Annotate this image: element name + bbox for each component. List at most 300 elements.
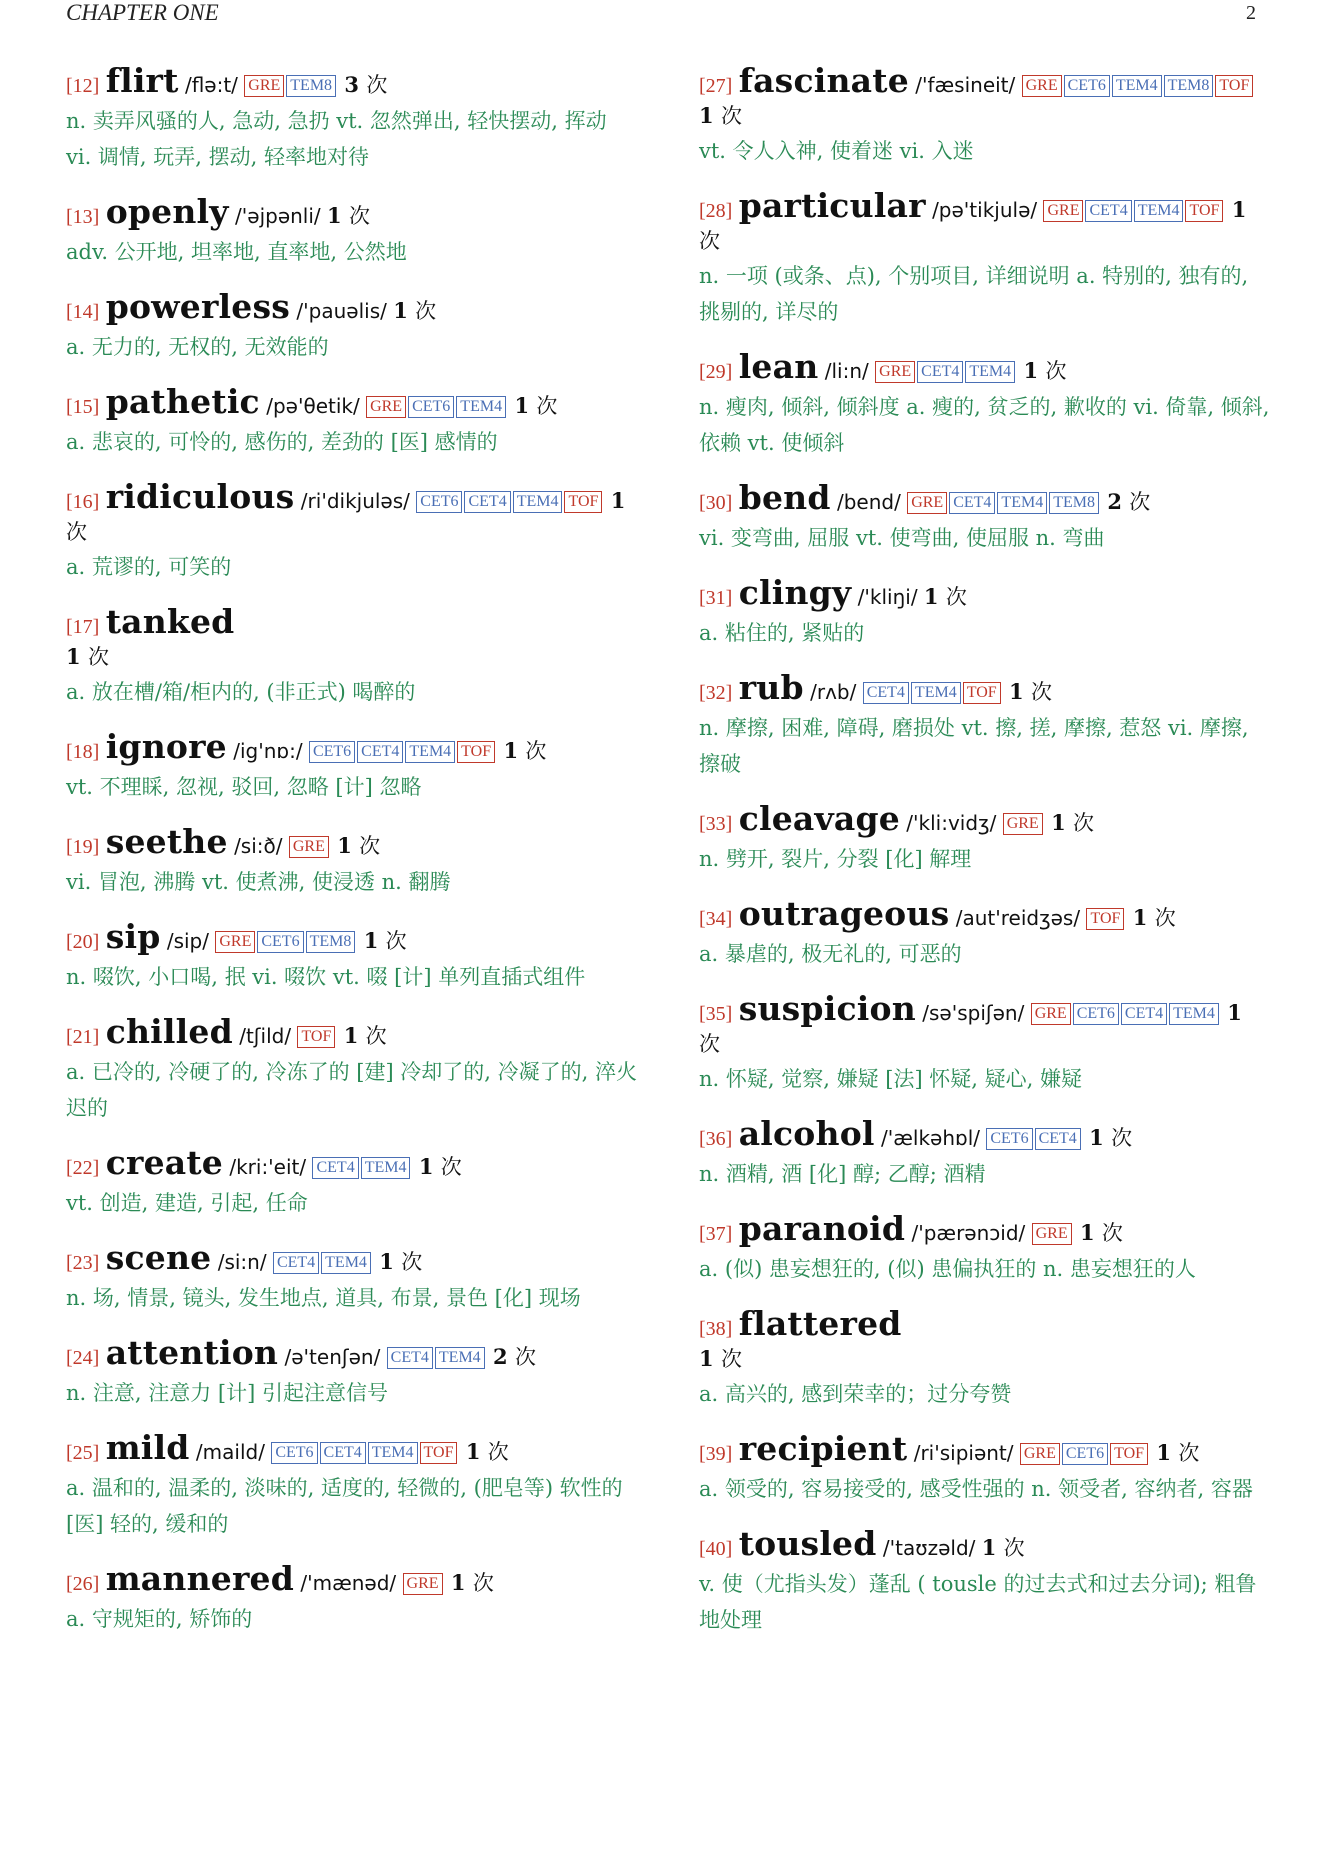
vocab-entry — [699, 1524, 1270, 1638]
count-number: 1 — [66, 644, 81, 669]
occurrence-count — [1051, 810, 1094, 835]
entry-index: [12] — [66, 75, 100, 97]
entry-pronunciation: /'taʊzəld/ — [882, 1536, 976, 1560]
count-unit: 次 — [720, 104, 742, 128]
entry-definition: a. 粘住的, 紧贴的 — [699, 621, 865, 645]
entry-definition: adv. 公开地, 坦率地, 直率地, 公然地 — [66, 240, 407, 264]
entry-index: [40] — [699, 1538, 733, 1560]
count-unit: 次 — [366, 73, 388, 97]
vocab-entry — [699, 668, 1270, 782]
exam-tag-badge: TEM4 — [911, 682, 961, 704]
entry-heading — [66, 287, 637, 327]
entry-pronunciation: /bend/ — [836, 490, 901, 514]
entry-index: [32] — [699, 682, 733, 704]
vocab-entry — [699, 347, 1270, 461]
occurrence-count — [327, 203, 370, 228]
entry-pronunciation: /'pærənɔid/ — [911, 1221, 1026, 1245]
occurrence-count — [1089, 1125, 1132, 1150]
exam-tag-badge: CET4 — [387, 1347, 433, 1369]
exam-tag-badge: CET6 — [271, 1442, 317, 1464]
vocab-entry — [699, 989, 1270, 1097]
count-unit: 次 — [1003, 1536, 1025, 1560]
exam-tag-badge: TEM4 — [1134, 200, 1184, 222]
vocab-entry — [699, 478, 1270, 556]
occurrence-count — [379, 1249, 422, 1274]
count-number: 1 — [379, 1249, 394, 1274]
count-unit: 次 — [514, 1345, 536, 1369]
entry-word: suspicion — [738, 989, 916, 1028]
entry-heading — [66, 382, 637, 422]
entry-pronunciation: /flə:t/ — [184, 73, 238, 97]
entry-word: scene — [105, 1238, 212, 1277]
entry-heading — [66, 1238, 637, 1278]
entry-index: [29] — [699, 361, 733, 383]
exam-tag-badge: CET4 — [320, 1442, 366, 1464]
entry-heading — [699, 573, 1270, 613]
entry-heading — [699, 1114, 1270, 1154]
exam-tag-badge: CET4 — [949, 492, 995, 514]
occurrence-count — [466, 1439, 509, 1464]
entry-word: tanked — [105, 602, 235, 641]
entry-definition: a. 已冷的, 冷硬了的, 冷冻了的 [建] 冷却了的, 冷凝了的, 淬火迟的 — [66, 1060, 638, 1120]
entry-heading — [699, 1429, 1270, 1469]
vocab-entry — [66, 602, 637, 710]
entry-index: [27] — [699, 75, 733, 97]
entry-word: rub — [738, 668, 804, 707]
entry-heading — [66, 477, 637, 547]
count-unit: 次 — [525, 739, 547, 763]
entry-index: [35] — [699, 1003, 733, 1025]
vocab-entry — [66, 477, 637, 585]
entry-definition: v. 使（尤指头发）蓬乱 ( tousle 的过去式和过去分词); 粗鲁地处理 — [699, 1572, 1257, 1632]
count-number: 1 — [1051, 810, 1066, 835]
count-number: 3 — [344, 72, 360, 97]
exam-tag-badge: CET6 — [257, 931, 303, 953]
exam-tag-badge: GRE — [1022, 75, 1062, 97]
entry-definition: n. 一项 (或条、点), 个别项目, 详细说明 a. 特别的, 独有的, 挑剔的, 详尽的 — [699, 264, 1249, 324]
entry-word: mannered — [105, 1559, 295, 1598]
entry-definition: n. 摩擦, 困难, 障碍, 磨损处 vt. 擦, 搓, 摩擦, 惹怒 vi. 摩擦, 擦破 — [699, 716, 1249, 776]
exam-tag-badge: TOF — [1215, 75, 1253, 97]
exam-tag-badge: CET4 — [1035, 1128, 1081, 1150]
exam-tag-badge: GRE — [244, 75, 284, 97]
entry-definition: a. 高兴的, 感到荣幸的；过分夸赞 — [699, 1382, 1012, 1406]
count-number: 1 — [610, 488, 626, 513]
entry-word: attention — [105, 1333, 279, 1372]
entry-index: [18] — [66, 741, 100, 763]
entry-definition: n. 瘦肉, 倾斜, 倾斜度 a. 瘦的, 贫乏的, 歉收的 vi. 倚靠, 倾斜, 依赖 vt. 使倾斜 — [699, 395, 1270, 455]
exam-tag-badge: CET6 — [416, 491, 462, 513]
exam-tag-badge: GRE — [1043, 200, 1083, 222]
vocab-entry — [699, 894, 1270, 972]
entry-word: alcohol — [738, 1114, 875, 1153]
entry-word: flattered — [738, 1304, 902, 1343]
right-column — [699, 61, 1270, 1660]
entry-heading — [66, 1428, 637, 1468]
entry-index: [36] — [699, 1128, 733, 1150]
entry-pronunciation: /pə'θetik/ — [266, 394, 360, 418]
count-number: 1 — [1132, 905, 1148, 930]
vocab-entry — [699, 1429, 1270, 1507]
entry-index: [25] — [66, 1442, 100, 1464]
left-column — [66, 61, 638, 1660]
exam-tag-badge: GRE — [1032, 1223, 1072, 1245]
entry-word: mild — [105, 1428, 190, 1467]
vocab-entry — [66, 287, 637, 365]
count-unit: 次 — [945, 585, 967, 609]
count-number: 1 — [503, 738, 519, 763]
exam-tag-badge: TEM4 — [997, 492, 1047, 514]
exam-tag-badge: TEM4 — [361, 1157, 411, 1179]
exam-tag-badge: GRE — [1020, 1443, 1060, 1465]
exam-tag-badge: TEM8 — [1049, 492, 1099, 514]
entry-heading — [699, 894, 1270, 934]
exam-tag-badge: CET6 — [1064, 75, 1110, 97]
occurrence-count — [1080, 1220, 1123, 1245]
exam-tag-badge: GRE — [875, 361, 915, 383]
entry-definition: n. 劈开, 裂片, 分裂 [化] 解理 — [699, 847, 972, 871]
count-number: 1 — [1227, 1000, 1242, 1025]
entry-pronunciation: /rʌb/ — [810, 680, 857, 704]
entry-index: [33] — [699, 813, 733, 835]
entry-index: [30] — [699, 492, 733, 514]
page-header — [66, 0, 1256, 28]
vocab-entry — [699, 573, 1270, 651]
count-unit: 次 — [487, 1440, 509, 1464]
entry-definition: a. 温和的, 温柔的, 淡味的, 适度的, 轻微的, (肥皂等) 软性的 [医] 轻的, 缓和的 — [66, 1476, 623, 1536]
vocab-entry — [66, 1012, 638, 1126]
exam-tag-badge: TOF — [564, 491, 602, 513]
count-number: 1 — [699, 1346, 714, 1371]
entry-pronunciation: /ri'dikjuləs/ — [300, 489, 410, 513]
count-number: 1 — [450, 1570, 466, 1595]
vocab-entry — [66, 1333, 637, 1411]
occurrence-count — [419, 1154, 462, 1179]
count-unit: 次 — [472, 1571, 494, 1595]
occurrence-count — [344, 72, 387, 97]
count-unit: 次 — [365, 1024, 387, 1048]
occurrence-count — [514, 393, 557, 418]
count-unit: 次 — [1129, 490, 1151, 514]
entry-heading — [699, 478, 1270, 518]
count-number: 1 — [1023, 358, 1039, 383]
entry-pronunciation: /kri:'eit/ — [229, 1155, 307, 1179]
count-number: 1 — [1009, 679, 1024, 704]
occurrence-count — [344, 1023, 387, 1048]
entry-index: [16] — [66, 491, 100, 513]
entry-heading — [699, 799, 1270, 839]
count-unit: 次 — [66, 520, 87, 544]
entry-definition: a. (似) 患妄想狂的, (似) 患偏执狂的 n. 患妄想狂的人 — [699, 1257, 1196, 1281]
occurrence-count — [924, 584, 967, 609]
vocab-entry — [66, 61, 637, 175]
entry-word: sip — [105, 917, 161, 956]
entry-pronunciation: /pə'tikjulə/ — [932, 198, 1038, 222]
count-number: 1 — [923, 584, 939, 609]
exam-tag-badge: GRE — [1031, 1003, 1071, 1025]
entry-pronunciation: /'əjpənli/ — [235, 204, 321, 228]
entry-word: powerless — [105, 287, 291, 326]
exam-tag-badge: CET4 — [1085, 200, 1131, 222]
entry-pronunciation: /'kli:vidʒ/ — [906, 811, 997, 835]
entry-pronunciation: /li:n/ — [824, 359, 869, 383]
exam-tag-badge: CET6 — [309, 741, 355, 763]
entry-word: ridiculous — [105, 477, 295, 516]
entry-index: [15] — [66, 396, 100, 418]
exam-tag-badge: TEM4 — [965, 361, 1015, 383]
vocab-entry — [66, 192, 637, 270]
exam-tag-badge: TOF — [297, 1026, 335, 1048]
exam-tag-badge: TEM4 — [368, 1442, 418, 1464]
entry-pronunciation: /tʃild/ — [239, 1024, 292, 1048]
count-number: 2 — [1107, 489, 1122, 514]
entry-definition: vt. 不理睬, 忽视, 驳回, 忽略 [计] 忽略 — [66, 775, 422, 799]
exam-tag-badge: GRE — [403, 1573, 443, 1595]
exam-tag-badge: CET4 — [312, 1157, 358, 1179]
entry-heading — [66, 192, 637, 232]
count-number: 1 — [393, 298, 408, 323]
entry-index: [28] — [699, 200, 733, 222]
vocab-entry — [66, 1428, 637, 1542]
count-unit: 次 — [348, 204, 370, 228]
entry-pronunciation: /aut'reidʒəs/ — [955, 906, 1081, 930]
entry-pronunciation: /si:ð/ — [234, 834, 283, 858]
entry-heading — [699, 1304, 1270, 1374]
entry-heading — [66, 727, 637, 767]
count-unit: 次 — [720, 1347, 742, 1371]
entry-word: seethe — [105, 822, 228, 861]
occurrence-count — [503, 738, 546, 763]
entry-definition: vt. 令人入神, 使着迷 vi. 入迷 — [699, 139, 974, 163]
occurrence-count — [451, 1570, 494, 1595]
entry-index: [21] — [66, 1026, 100, 1048]
vocab-entry — [66, 917, 637, 995]
occurrence-count — [493, 1344, 536, 1369]
entry-heading — [66, 1333, 637, 1373]
entry-word: cleavage — [738, 799, 900, 838]
vocabulary-columns — [66, 61, 1270, 1660]
entry-pronunciation: /'kliŋi/ — [857, 585, 918, 609]
entry-index: [34] — [699, 908, 733, 930]
count-number: 1 — [1089, 1125, 1104, 1150]
entry-heading — [66, 917, 637, 957]
count-number: 1 — [327, 203, 342, 228]
entry-heading — [66, 602, 637, 672]
count-unit: 次 — [699, 229, 720, 253]
entry-index: [20] — [66, 931, 100, 953]
entry-index: [38] — [699, 1318, 733, 1340]
entry-word: recipient — [738, 1429, 908, 1468]
exam-tag-badge: TEM4 — [405, 741, 455, 763]
exam-tag-badge: CET6 — [1062, 1443, 1108, 1465]
entry-definition: a. 暴虐的, 极无礼的, 可恶的 — [699, 942, 962, 966]
exam-tag-badge: GRE — [1003, 813, 1043, 835]
exam-tag-badge: CET4 — [917, 361, 963, 383]
entry-pronunciation: /ə'tenʃən/ — [284, 1345, 381, 1369]
entry-pronunciation: /'pauəlis/ — [296, 299, 387, 323]
entry-definition: vi. 变弯曲, 屈服 vt. 使弯曲, 使屈服 n. 弯曲 — [699, 526, 1105, 550]
count-unit: 次 — [1154, 906, 1176, 930]
entry-heading — [699, 989, 1270, 1059]
entry-heading — [699, 668, 1270, 708]
entry-index: [22] — [66, 1157, 100, 1179]
entry-definition: n. 酒精, 酒 [化] 醇; 乙醇; 酒精 — [699, 1162, 986, 1186]
exam-tag-badge: GRE — [289, 836, 329, 858]
exam-tag-badge: TEM4 — [456, 396, 506, 418]
entry-word: ignore — [105, 727, 227, 766]
entry-pronunciation: /'mænəd/ — [300, 1571, 397, 1595]
entry-index: [13] — [66, 206, 100, 228]
entry-heading — [66, 1143, 637, 1183]
entry-heading — [66, 61, 637, 101]
entry-heading — [66, 822, 637, 862]
entry-pronunciation: /'fæsineit/ — [915, 73, 1016, 97]
entry-heading — [699, 1209, 1270, 1249]
occurrence-count — [393, 298, 436, 323]
entry-word: openly — [105, 192, 229, 231]
exam-tag-badge: CET6 — [408, 396, 454, 418]
entry-word: chilled — [105, 1012, 233, 1051]
exam-tag-badge: TEM8 — [306, 931, 356, 953]
entry-definition: n. 场, 情景, 镜头, 发生地点, 道具, 布景, 景色 [化] 现场 — [66, 1286, 581, 1310]
count-unit: 次 — [87, 645, 109, 669]
page-number: 2 — [1246, 2, 1256, 24]
exam-tag-badge: CET4 — [357, 741, 403, 763]
count-number: 2 — [493, 1344, 508, 1369]
exam-tag-badge: TEM4 — [513, 491, 563, 513]
entry-definition: vi. 冒泡, 沸腾 vt. 使煮沸, 使浸透 n. 翻腾 — [66, 870, 451, 894]
entry-word: fascinate — [738, 61, 909, 100]
entry-definition: a. 放在槽/箱/柜内的, (非正式) 喝醉的 — [66, 680, 416, 704]
exam-tag-badge: TEM8 — [286, 75, 336, 97]
vocab-entry — [699, 1114, 1270, 1192]
exam-tag-badge: TOF — [420, 1442, 458, 1464]
count-unit: 次 — [1045, 359, 1067, 383]
entry-definition: n. 啜饮, 小口喝, 抿 vi. 啜饮 vt. 啜 [计] 单列直插式组件 — [66, 965, 586, 989]
entry-word: particular — [738, 186, 926, 225]
entry-heading — [66, 1012, 637, 1052]
count-number: 1 — [1231, 197, 1247, 222]
count-number: 1 — [1156, 1440, 1172, 1465]
entry-index: [24] — [66, 1347, 100, 1369]
occurrence-count — [364, 928, 407, 953]
count-number: 1 — [981, 1535, 997, 1560]
entry-pronunciation: /ig'nɒ:/ — [233, 739, 303, 763]
count-unit: 次 — [1101, 1221, 1123, 1245]
entry-definition: a. 无力的, 无权的, 无效能的 — [66, 335, 329, 359]
count-unit: 次 — [536, 394, 558, 418]
entry-heading — [699, 1524, 1270, 1564]
count-number: 1 — [699, 103, 714, 128]
occurrence-count — [1107, 489, 1150, 514]
vocab-entry — [699, 799, 1270, 877]
entry-heading — [699, 347, 1270, 387]
count-unit: 次 — [385, 929, 407, 953]
count-unit: 次 — [1178, 1441, 1200, 1465]
exam-tag-badge: GRE — [366, 396, 406, 418]
vocab-entry — [66, 1143, 637, 1221]
count-unit: 次 — [440, 1155, 462, 1179]
exam-tag-badge: CET6 — [986, 1128, 1032, 1150]
vocab-entry — [699, 186, 1270, 330]
occurrence-count — [1156, 1440, 1199, 1465]
entry-definition: n. 注意, 注意力 [计] 引起注意信号 — [66, 1381, 388, 1405]
count-unit: 次 — [1111, 1126, 1133, 1150]
vocab-entry — [699, 61, 1270, 169]
entry-word: outrageous — [738, 894, 950, 933]
exam-tag-badge: TEM4 — [1169, 1003, 1219, 1025]
entry-definition: n. 卖弄风骚的人, 急动, 急扔 vt. 忽然弹出, 轻快摆动, 挥动 vi. 调情, 玩弄, 摆动, 轻率地对待 — [66, 109, 607, 169]
exam-tag-badge: TOF — [1185, 200, 1223, 222]
count-unit: 次 — [401, 1250, 423, 1274]
entry-word: flirt — [105, 61, 179, 100]
exam-tag-badge: CET6 — [1073, 1003, 1119, 1025]
exam-tag-badge: TOF — [457, 741, 495, 763]
count-unit: 次 — [415, 299, 437, 323]
entry-index: [19] — [66, 836, 100, 858]
vocab-entry — [66, 822, 637, 900]
count-number: 1 — [363, 928, 379, 953]
entry-heading — [699, 186, 1270, 256]
count-number: 1 — [337, 833, 352, 858]
entry-heading — [66, 1559, 637, 1599]
entry-index: [26] — [66, 1573, 100, 1595]
entry-pronunciation: /ri'sipiənt/ — [913, 1441, 1014, 1465]
entry-definition: n. 怀疑, 觉察, 嫌疑 [法] 怀疑, 疑心, 嫌疑 — [699, 1067, 1083, 1091]
entry-word: pathetic — [105, 382, 260, 421]
entry-word: paranoid — [738, 1209, 906, 1248]
exam-tag-badge: CET4 — [863, 682, 909, 704]
occurrence-count — [1024, 358, 1067, 383]
occurrence-count — [1009, 679, 1052, 704]
exam-tag-badge: TEM4 — [435, 1347, 485, 1369]
entry-definition: a. 荒谬的, 可笑的 — [66, 555, 232, 579]
exam-tag-badge: CET4 — [1121, 1003, 1167, 1025]
entry-definition: vt. 创造, 建造, 引起, 任命 — [66, 1191, 308, 1215]
entry-index: [31] — [699, 587, 733, 609]
count-number: 1 — [514, 393, 530, 418]
entry-word: clingy — [738, 573, 852, 612]
entry-word: lean — [738, 347, 819, 386]
entry-pronunciation: /maild/ — [195, 1440, 265, 1464]
vocab-entry — [699, 1304, 1270, 1412]
count-unit: 次 — [1030, 680, 1052, 704]
exam-tag-badge: GRE — [907, 492, 947, 514]
count-number: 1 — [343, 1023, 359, 1048]
exam-tag-badge: TOF — [1086, 908, 1124, 930]
occurrence-count — [66, 644, 109, 669]
entry-pronunciation: /'ælkəhɒl/ — [881, 1126, 980, 1150]
exam-tag-badge: TEM4 — [1112, 75, 1162, 97]
count-number: 1 — [418, 1154, 434, 1179]
occurrence-count — [337, 833, 380, 858]
count-unit: 次 — [699, 1032, 720, 1056]
entry-index: [17] — [66, 616, 100, 638]
vocab-entry — [66, 727, 637, 805]
entry-definition: a. 悲哀的, 可怜的, 感伤的, 差劲的 [医] 感情的 — [66, 430, 498, 454]
exam-tag-badge: TOF — [963, 682, 1001, 704]
exam-tag-badge: TOF — [1110, 1443, 1148, 1465]
entry-pronunciation: /sip/ — [166, 929, 209, 953]
exam-tag-badge: GRE — [215, 931, 255, 953]
entry-word: create — [105, 1143, 223, 1182]
count-number: 1 — [1079, 1220, 1095, 1245]
exam-tag-badge: TEM4 — [321, 1252, 371, 1274]
entry-index: [14] — [66, 301, 100, 323]
entry-pronunciation: /si:n/ — [217, 1250, 267, 1274]
entry-definition: a. 领受的, 容易接受的, 感受性强的 n. 领受者, 容纳者, 容器 — [699, 1477, 1253, 1501]
vocab-entry — [66, 1559, 637, 1637]
